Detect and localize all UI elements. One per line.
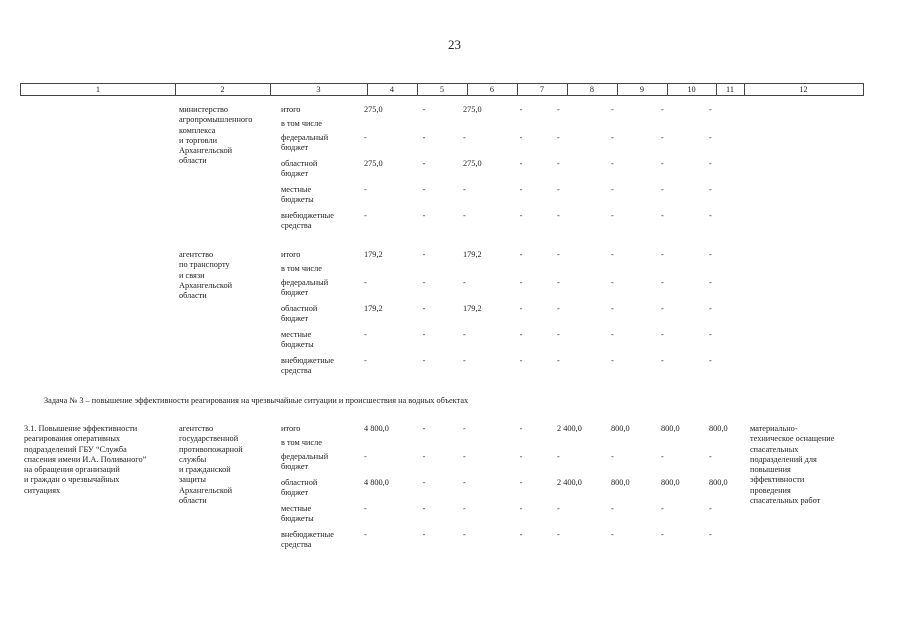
value-col-10: - xyxy=(661,133,664,142)
value-col-11: - xyxy=(709,105,712,114)
value-col-9: - xyxy=(611,133,614,142)
value-col-8: - xyxy=(557,356,560,365)
task-heading: Задача № 3 – повышение эффективности реагирования на чрезвычайные ситуации и происшествия на водных объектах xyxy=(44,396,469,405)
value-col-4: 4 800,0 xyxy=(364,478,389,487)
value-col-5: - xyxy=(422,185,426,194)
value-col-8: - xyxy=(557,105,560,114)
header-col-9: 9 xyxy=(639,85,645,94)
value-col-10: 800,0 xyxy=(661,424,680,433)
funding-source-label: местные бюджеты xyxy=(281,504,314,524)
value-col-4: - xyxy=(364,211,367,220)
header-separator xyxy=(517,84,518,95)
header-separator xyxy=(467,84,468,95)
funding-source-label: внебюджетные средства xyxy=(281,356,334,376)
value-col-5: - xyxy=(422,504,426,513)
value-col-8: - xyxy=(557,159,560,168)
value-col-9: - xyxy=(611,304,614,313)
expected-result: материально- техническое оснащение спасательных подразделений для повышения эффективности проведения спасательных работ xyxy=(750,424,835,506)
value-col-6: - xyxy=(463,330,466,339)
value-col-8: - xyxy=(557,530,560,539)
value-col-9: - xyxy=(611,211,614,220)
value-col-11: - xyxy=(709,185,712,194)
value-col-9: - xyxy=(611,356,614,365)
value-col-7: - xyxy=(519,105,523,114)
value-col-5: - xyxy=(422,330,426,339)
header-col-6: 6 xyxy=(489,85,495,94)
funding-source-label: внебюджетные средства xyxy=(281,211,334,231)
executor-name: министерство агропромышленного комплекса и торговли Архангельской области xyxy=(179,105,253,166)
value-col-11: - xyxy=(709,452,712,461)
funding-source-label: местные бюджеты xyxy=(281,330,314,350)
value-col-10: 800,0 xyxy=(661,478,680,487)
value-col-6: - xyxy=(463,211,466,220)
value-col-7: - xyxy=(519,250,523,259)
value-col-10: - xyxy=(661,250,664,259)
value-col-8: - xyxy=(557,133,560,142)
value-col-5: - xyxy=(422,356,426,365)
header-col-2: 2 xyxy=(220,85,225,94)
value-col-5: - xyxy=(422,211,426,220)
value-col-7: - xyxy=(519,530,523,539)
funding-source-label: областной бюджет xyxy=(281,478,318,498)
value-col-4: - xyxy=(364,185,367,194)
value-col-11: - xyxy=(709,250,712,259)
value-col-5: - xyxy=(422,250,426,259)
value-col-6: 179,2 xyxy=(463,250,482,259)
funding-source-label: федеральный бюджет xyxy=(281,278,329,298)
value-col-4: - xyxy=(364,504,367,513)
funding-source-label: федеральный бюджет xyxy=(281,452,329,472)
value-col-11: - xyxy=(709,211,712,220)
value-col-7: - xyxy=(519,304,523,313)
value-col-6: - xyxy=(463,356,466,365)
value-col-8: - xyxy=(557,278,560,287)
page-number: 23 xyxy=(448,37,461,52)
header-col-7: 7 xyxy=(539,85,545,94)
header-col-8: 8 xyxy=(589,85,595,94)
header-col-10: 10 xyxy=(687,85,696,94)
value-col-5: - xyxy=(422,159,426,168)
value-col-8: - xyxy=(557,211,560,220)
value-col-10: - xyxy=(661,278,664,287)
value-col-8: - xyxy=(557,330,560,339)
header-separator xyxy=(667,84,668,95)
value-col-6: 275,0 xyxy=(463,159,482,168)
value-col-4: 179,2 xyxy=(364,250,383,259)
value-col-4: - xyxy=(364,278,367,287)
value-col-7: - xyxy=(519,452,523,461)
value-col-9: - xyxy=(611,330,614,339)
value-col-4: 179,2 xyxy=(364,304,383,313)
value-col-9: - xyxy=(611,185,614,194)
header-col-4: 4 xyxy=(389,85,395,94)
value-col-10: - xyxy=(661,356,664,365)
funding-source-label: в том числе xyxy=(281,438,322,447)
value-col-4: 4 800,0 xyxy=(364,424,389,433)
header-separator xyxy=(617,84,618,95)
value-col-10: - xyxy=(661,530,664,539)
value-col-8: - xyxy=(557,250,560,259)
funding-source-label: областной бюджет xyxy=(281,304,318,324)
value-col-9: - xyxy=(611,504,614,513)
value-col-9: 800,0 xyxy=(611,424,630,433)
header-col-11: 11 xyxy=(726,85,734,94)
value-col-6: - xyxy=(463,278,466,287)
value-col-9: - xyxy=(611,105,614,114)
value-col-4: 275,0 xyxy=(364,105,383,114)
header-separator xyxy=(567,84,568,95)
funding-source-label: областной бюджет xyxy=(281,159,318,179)
executor-name: агентство по транспорту и связи Архангельской области xyxy=(179,250,233,301)
value-col-6: - xyxy=(463,530,466,539)
funding-source-label: в том числе xyxy=(281,119,322,128)
funding-source-label: итого xyxy=(281,250,301,259)
header-separator xyxy=(367,84,368,95)
value-col-10: - xyxy=(661,211,664,220)
value-col-11: - xyxy=(709,356,712,365)
table-header xyxy=(20,83,864,96)
header-separator xyxy=(175,84,176,95)
value-col-5: - xyxy=(422,278,426,287)
funding-source-label: итого xyxy=(281,424,301,433)
value-col-5: - xyxy=(422,478,426,487)
funding-source-label: в том числе xyxy=(281,264,322,273)
value-col-10: - xyxy=(661,330,664,339)
value-col-11: - xyxy=(709,159,712,168)
value-col-6: - xyxy=(463,133,466,142)
value-col-8: - xyxy=(557,185,560,194)
value-col-5: - xyxy=(422,424,426,433)
value-col-7: - xyxy=(519,185,523,194)
value-col-11: - xyxy=(709,133,712,142)
value-col-8: - xyxy=(557,304,560,313)
header-separator xyxy=(716,84,717,95)
value-col-6: - xyxy=(463,424,466,433)
value-col-5: - xyxy=(422,105,426,114)
header-col-12: 12 xyxy=(799,85,808,94)
header-col-1: 1 xyxy=(95,85,101,94)
value-col-10: - xyxy=(661,159,664,168)
value-col-5: - xyxy=(422,304,426,313)
value-col-9: - xyxy=(611,530,614,539)
value-col-4: - xyxy=(364,530,367,539)
funding-source-label: федеральный бюджет xyxy=(281,133,329,153)
value-col-6: - xyxy=(463,185,466,194)
funding-source-label: итого xyxy=(281,105,301,114)
value-col-5: - xyxy=(422,133,426,142)
value-col-4: - xyxy=(364,330,367,339)
value-col-10: - xyxy=(661,504,664,513)
value-col-8: 2 400,0 xyxy=(557,478,582,487)
value-col-10: - xyxy=(661,452,664,461)
value-col-9: - xyxy=(611,250,614,259)
value-col-10: - xyxy=(661,304,664,313)
value-col-4: - xyxy=(364,133,367,142)
value-col-7: - xyxy=(519,278,523,287)
value-col-5: - xyxy=(422,452,426,461)
funding-source-label: внебюджетные средства xyxy=(281,530,334,550)
value-col-11: - xyxy=(709,330,712,339)
header-col-3: 3 xyxy=(316,85,321,94)
value-col-6: 179,2 xyxy=(463,304,482,313)
value-col-6: - xyxy=(463,452,466,461)
value-col-11: - xyxy=(709,530,712,539)
header-col-5: 5 xyxy=(439,85,445,94)
value-col-6: - xyxy=(463,504,466,513)
value-col-8: - xyxy=(557,504,560,513)
value-col-7: - xyxy=(519,478,523,487)
value-col-8: - xyxy=(557,452,560,461)
value-col-4: - xyxy=(364,356,367,365)
value-col-4: 275,0 xyxy=(364,159,383,168)
value-col-9: 800,0 xyxy=(611,478,630,487)
value-col-11: - xyxy=(709,304,712,313)
header-separator xyxy=(417,84,418,95)
value-col-7: - xyxy=(519,211,523,220)
value-col-11: 800,0 xyxy=(709,478,728,487)
funding-source-label: местные бюджеты xyxy=(281,185,314,205)
value-col-7: - xyxy=(519,330,523,339)
header-separator xyxy=(744,84,745,95)
value-col-6: - xyxy=(463,478,466,487)
value-col-5: - xyxy=(422,530,426,539)
header-separator xyxy=(270,84,271,95)
measure-name: 3.1. Повышение эффективности реагирования оперативных подразделений ГБУ “Служба спасения имени И.А. Поливаного” на обращения организаций и граждан о чрезвычайных ситуациях xyxy=(24,424,147,495)
value-col-7: - xyxy=(519,133,523,142)
executor-name: агентство государственной противопожарной службы и гражданской защиты Архангельской области xyxy=(179,424,243,506)
value-col-6: 275,0 xyxy=(463,105,482,114)
value-col-7: - xyxy=(519,504,523,513)
value-col-11: 800,0 xyxy=(709,424,728,433)
value-col-9: - xyxy=(611,452,614,461)
value-col-9: - xyxy=(611,278,614,287)
value-col-10: - xyxy=(661,105,664,114)
value-col-11: - xyxy=(709,278,712,287)
value-col-9: - xyxy=(611,159,614,168)
value-col-7: - xyxy=(519,356,523,365)
value-col-7: - xyxy=(519,159,523,168)
value-col-11: - xyxy=(709,504,712,513)
value-col-7: - xyxy=(519,424,523,433)
value-col-8: 2 400,0 xyxy=(557,424,582,433)
value-col-10: - xyxy=(661,185,664,194)
value-col-4: - xyxy=(364,452,367,461)
